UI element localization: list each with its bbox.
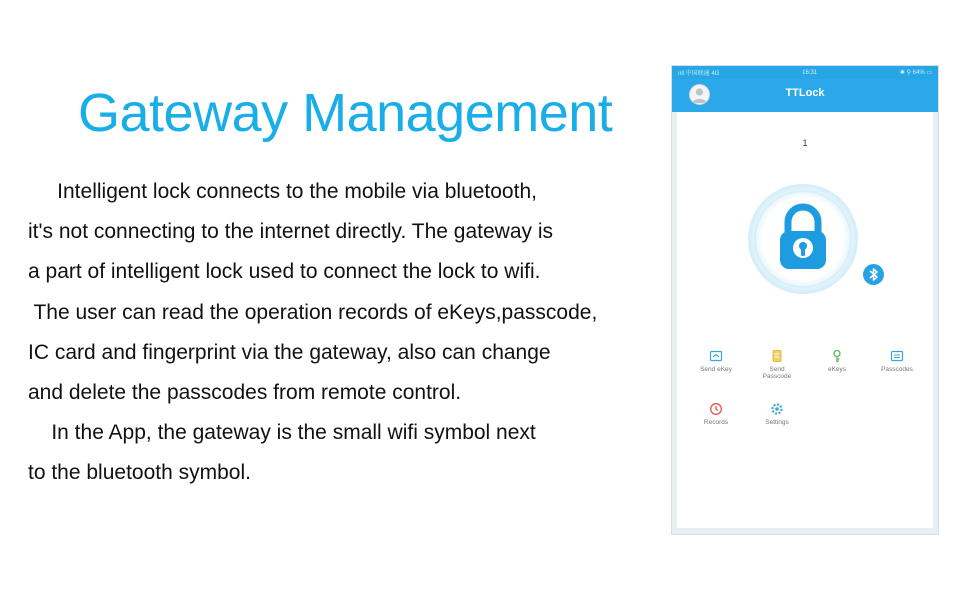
status-bar [672, 66, 938, 79]
menu-label: Send Passcode [762, 366, 792, 380]
settings-icon [770, 402, 784, 416]
description-line: it's not connecting to the internet directly. The gateway is [28, 220, 554, 244]
description-line: Intelligent lock connects to the mobile via bluetooth, [28, 180, 537, 203]
ekeys-icon [830, 349, 844, 363]
app-title: TTLock [785, 87, 825, 99]
send-ekey-icon [709, 349, 723, 363]
menu-label: Send eKey [700, 366, 732, 373]
menu-send-passcode[interactable] [749, 349, 805, 380]
status-time: 16:31 [802, 69, 818, 76]
menu-records[interactable] [688, 402, 744, 426]
passcodes-icon [890, 349, 904, 363]
menu-passcodes[interactable] [869, 349, 925, 373]
records-icon [709, 402, 723, 416]
description-line: to the bluetooth symbol. [28, 461, 251, 485]
description-line: The user can read the operation records of eKeys,passcode, [28, 300, 598, 324]
description [28, 172, 668, 494]
lock-name: 1 [802, 138, 808, 148]
unlock-button[interactable] [748, 184, 858, 294]
menu-send-ekey[interactable] [688, 349, 744, 373]
app-bar [672, 79, 938, 112]
menu-label: Passcodes [881, 366, 913, 373]
status-indicators: ✱ ⚲ 64% ▭ [899, 70, 932, 76]
bluetooth-symbol-icon [863, 264, 884, 285]
description-line: In the App, the gateway is the small wifi symbol next [28, 421, 536, 445]
send-passcode-icon [770, 349, 784, 363]
lock-screen [677, 112, 933, 528]
menu-label: eKeys [827, 366, 847, 373]
phone-screenshot [672, 66, 938, 534]
menu-label: Records [703, 419, 729, 426]
description-line: IC card and fingerprint via the gateway, also can change [28, 340, 551, 364]
menu-settings[interactable] [749, 402, 805, 426]
page-headline: Gateway Management [78, 83, 613, 143]
menu-ekeys[interactable] [809, 349, 865, 373]
description-line: a part of intelligent lock used to connect the lock to wifi. [28, 260, 541, 284]
status-carrier: ııll 中国联通 4G [678, 71, 720, 77]
padlock-icon [748, 184, 858, 294]
bluetooth-icon[interactable] [863, 264, 884, 285]
menu-label: Settings [765, 419, 789, 426]
description-line: and delete the passcodes from remote control. [28, 381, 462, 405]
